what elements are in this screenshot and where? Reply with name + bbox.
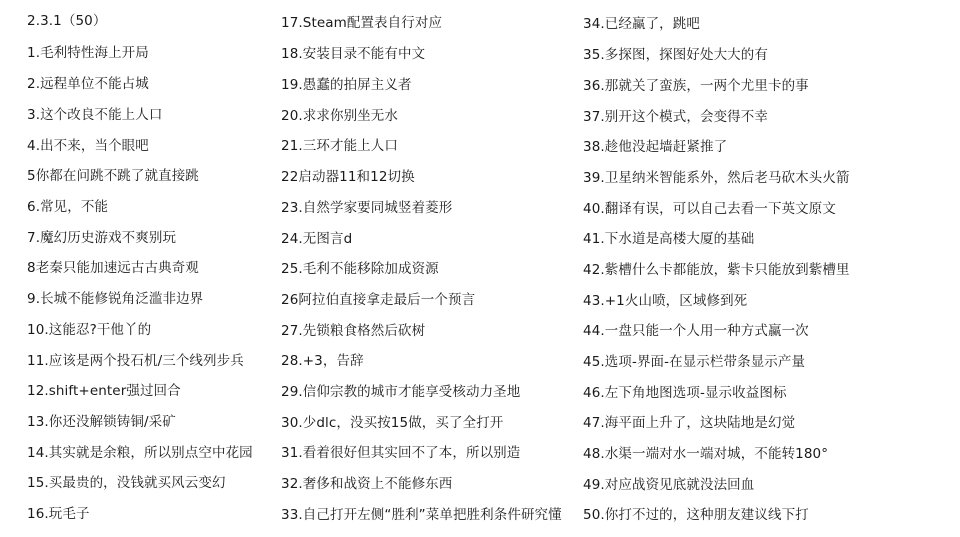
list-item: 6.常见，不能 (27, 199, 109, 215)
list-item: 33.自己打开左侧“胜利”菜单把胜利条件研究懂 (281, 507, 562, 523)
list-item: 28.+3，告辞 (281, 353, 364, 369)
list-item: 17.Steam配置表自行对应 (281, 15, 443, 31)
list-item: 8老秦只能加速远古古典奇观 (27, 260, 199, 276)
list-item: 35.多探图，探图好处大大的有 (583, 47, 768, 63)
list-item: 49.对应战资见底就没法回血 (583, 477, 755, 493)
list-item: 10.这能忍?干他丫的 (27, 322, 152, 338)
list-item: 38.趁他没起墙赶紧推了 (583, 139, 728, 155)
list-item: 18.安装目录不能有中文 (281, 46, 426, 62)
list-item: 41.下水道是高楼大厦的基础 (583, 231, 755, 247)
list-item: 13.你还没解锁铸铜/采矿 (27, 414, 176, 430)
list-item: 50.你打不过的，这种朋友建议线下打 (583, 507, 809, 523)
list-item: 27.先锁粮食格然后砍树 (281, 323, 426, 339)
list-item: 22启动器11和12切换 (281, 169, 415, 185)
list-item: 5你都在问跳不跳了就直接跳 (27, 168, 199, 184)
list-item: 9.长城不能修锐角泛滥非边界 (27, 291, 204, 307)
list-item: 2.远程单位不能占城 (27, 76, 149, 92)
list-item: 34.已经赢了，跳吧 (583, 16, 700, 32)
list-item: 19.愚蠢的拍屏主义者 (281, 77, 412, 93)
list-item: 3.这个改良不能上人口 (27, 107, 163, 123)
list-item: 15.买最贵的，没钱就买风云变幻 (27, 475, 226, 491)
list-item: 7.魔幻历史游戏不爽别玩 (27, 230, 177, 246)
list-item: 30.少dlc，没买按15做，买了全打开 (281, 415, 504, 431)
list-item: 21.三环才能上人口 (281, 138, 398, 154)
list-item: 45.选项-界面-在显示栏带条显示产量 (583, 354, 806, 370)
list-item: 36.那就关了蛮族，一两个尤里卡的事 (583, 78, 809, 94)
list-item: 42.紫槽什么卡都能放，紫卡只能放到紫槽里 (583, 262, 850, 278)
list-item: 31.看着很好但其实回不了本，所以别造 (281, 445, 521, 461)
list-item: 37.别开这个模式，会变得不幸 (583, 109, 768, 125)
list-item: 16.玩毛子 (27, 506, 90, 522)
list-item: 4.出不来，当个眼吧 (27, 138, 149, 154)
list-item: 14.其实就是余粮，所以别点空中花园 (27, 445, 253, 461)
list-item: 12.shift+enter强过回合 (27, 383, 181, 399)
list-item: 44.一盘只能一个人用一种方式赢一次 (583, 323, 809, 339)
list-item: 43.+1火山喷，区域修到死 (583, 293, 748, 309)
list-item: 26阿拉伯直接拿走最后一个预言 (281, 292, 476, 308)
list-item: 29.信仰宗教的城市才能享受核动力圣地 (281, 384, 521, 400)
list-item: 47.海平面上升了，这块陆地是幻觉 (583, 415, 796, 431)
list-item: 24.无图言d (281, 231, 353, 247)
list-item: 11.应该是两个投石机/三个线列步兵 (27, 353, 244, 369)
list-item: 23.自然学家要同城竖着菱形 (281, 200, 453, 216)
list-item: 39.卫星纳米智能系外，然后老马砍木头火箭 (583, 170, 850, 186)
list-item: 25.毛利不能移除加成资源 (281, 261, 439, 277)
list-item: 40.翻译有误，可以自己去看一下英文原文 (583, 201, 836, 217)
list-item: 46.左下角地图选项-显示收益图标 (583, 385, 787, 401)
list-item: 1.毛利特性海上开局 (27, 45, 149, 61)
list-item: 2.3.1（50） (27, 13, 107, 29)
list-item: 32.奢侈和战资上不能修东西 (281, 476, 453, 492)
list-item: 20.求求你别坐无水 (281, 108, 398, 124)
list-item: 48.水渠一端对水一端对城，不能转180° (583, 446, 829, 462)
